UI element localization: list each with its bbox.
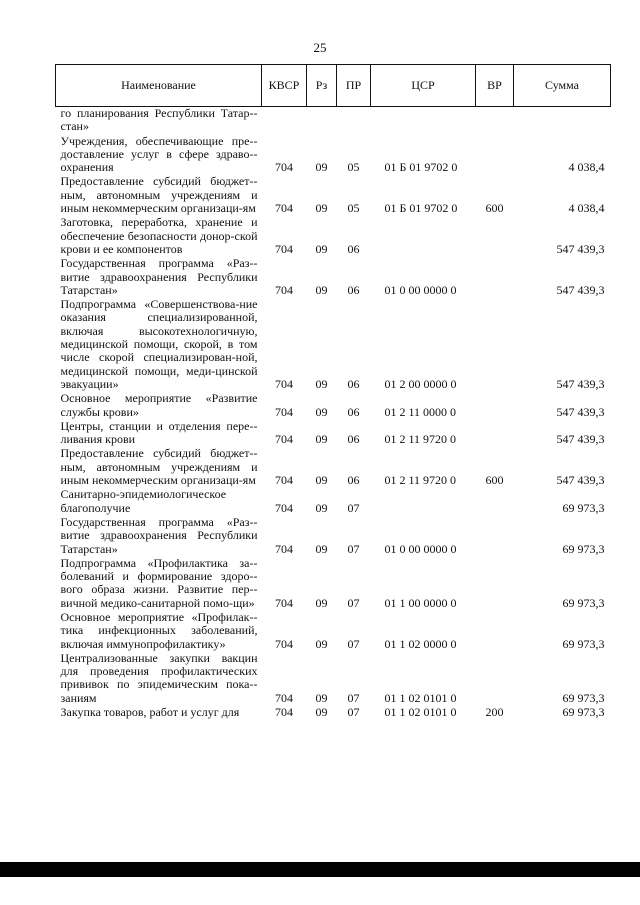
table-row xyxy=(56,257,611,298)
cell-name: Учреждения, обеспечивающие пре-доставление услуг в сфере здраво-охранения xyxy=(60,133,258,175)
cell-kvsr: 704 xyxy=(275,282,293,297)
table-row xyxy=(56,135,611,176)
cell-name: Закупка товаров, работ и услуг для xyxy=(60,705,240,720)
cell-kvsr: 704 xyxy=(275,241,293,256)
cell-kvsr: 704 xyxy=(275,595,293,610)
header-csr: ЦСР xyxy=(371,65,476,107)
cell-csr: 01 2 11 9720 0 xyxy=(384,432,457,447)
cell-vr xyxy=(476,420,514,448)
cell-pr: 06 xyxy=(347,241,360,256)
cell-sum: 69 973,3 xyxy=(562,690,605,705)
cell-pr: 06 xyxy=(347,432,360,447)
table-row xyxy=(56,420,611,448)
cell-pr: 06 xyxy=(347,376,360,391)
table-row xyxy=(56,652,611,706)
cell-kvsr: 704 xyxy=(275,636,293,651)
header-vr: ВР xyxy=(476,65,514,107)
header-rz: Рз xyxy=(307,65,337,107)
table-row xyxy=(56,516,611,557)
cell-kvsr: 704 xyxy=(275,541,293,556)
cell-sum: 4 038,4 xyxy=(568,201,605,216)
cell-name: Санитарно-эпидемиологическое благополучие xyxy=(60,487,227,515)
cell-kvsr: 704 xyxy=(275,160,293,175)
cell-csr: 01 Б 01 9702 0 xyxy=(384,201,458,216)
cell-kvsr: 704 xyxy=(275,376,293,391)
cell-vr: 600 xyxy=(485,201,504,216)
cell-rz: 09 xyxy=(315,690,328,705)
cell-rz: 09 xyxy=(315,282,328,297)
table-row xyxy=(56,488,611,516)
cell-pr: 07 xyxy=(347,636,360,651)
cell-sum: 547 439,3 xyxy=(556,432,605,447)
table-body xyxy=(56,107,611,721)
cell-rz: 09 xyxy=(315,473,328,488)
cell-csr: 01 2 11 9720 0 xyxy=(384,473,457,488)
cell-csr: 01 2 00 0000 0 xyxy=(384,376,457,391)
cell-kvsr: 704 xyxy=(275,690,293,705)
cell-kvsr: 704 xyxy=(275,473,293,488)
cell-rz: 09 xyxy=(315,500,328,515)
cell-sum: 547 439,3 xyxy=(556,282,605,297)
cell-sum: 547 439,3 xyxy=(556,473,605,488)
cell-sum: 69 973,3 xyxy=(562,705,605,720)
cell-rz xyxy=(307,107,337,135)
cell-sum: 547 439,3 xyxy=(556,404,605,419)
cell-csr: 01 2 11 0000 0 xyxy=(384,404,457,419)
cell-csr xyxy=(371,107,476,135)
cell-csr: 01 1 02 0101 0 xyxy=(384,705,457,720)
cell-kvsr: 704 xyxy=(275,500,293,515)
cell-vr xyxy=(476,216,514,257)
cell-name: Централизованные закупки вакцин для проведения профилактических прививок по эпидемическим пока-заниям xyxy=(60,650,258,705)
header-pr: ПР xyxy=(337,65,371,107)
cell-sum: 69 973,3 xyxy=(562,541,605,556)
cell-pr: 06 xyxy=(347,404,360,419)
cell-name: Основное мероприятие «Профилак-тика инфекционных заболеваний, включая иммунопрофилактику» xyxy=(60,609,258,651)
cell-sum: 547 439,3 xyxy=(556,241,605,256)
scan-border-bar xyxy=(0,862,640,877)
cell-vr xyxy=(476,135,514,176)
cell-rz: 09 xyxy=(315,241,328,256)
table-row xyxy=(56,107,611,135)
cell-csr: 01 1 00 0000 0 xyxy=(384,595,457,610)
table-row xyxy=(56,447,611,488)
cell-sum: 69 973,3 xyxy=(562,595,605,610)
cell-pr: 05 xyxy=(347,160,360,175)
header-sum: Сумма xyxy=(514,65,611,107)
cell-pr: 07 xyxy=(347,541,360,556)
cell-vr xyxy=(476,488,514,516)
cell-sum: 69 973,3 xyxy=(562,500,605,515)
cell-rz: 09 xyxy=(315,541,328,556)
header-name: Наименование xyxy=(56,65,262,107)
cell-name: Заготовка, переработка, хранение и обеспечение безопасности донор-ской крови и ее компонентов xyxy=(60,215,258,256)
cell-pr: 06 xyxy=(347,282,360,297)
cell-csr xyxy=(371,216,476,257)
cell-rz: 09 xyxy=(315,160,328,175)
table-row xyxy=(56,175,611,216)
cell-csr: 01 Б 01 9702 0 xyxy=(384,160,458,175)
cell-name: Подпрограмма «Совершенствова-ние оказания специализированной, включая высокотехнологичную, медицинской помощи, скорой, в том числе скорой специализирован-ной, медицинской помощи, меди-цинской эвакуации» xyxy=(60,297,258,391)
cell-name: Предоставление субсидий бюджет-ным, автономным учреждениям и иным некоммерческим организаци-ям xyxy=(60,174,258,216)
cell-rz: 09 xyxy=(315,376,328,391)
cell-rz: 09 xyxy=(315,705,328,720)
cell-name: Основное мероприятие «Развитие службы крови» xyxy=(60,391,258,419)
cell-vr xyxy=(476,611,514,652)
cell-pr: 05 xyxy=(347,201,360,216)
cell-sum: 69 973,3 xyxy=(562,636,605,651)
cell-vr: 200 xyxy=(485,705,504,720)
cell-pr: 06 xyxy=(347,473,360,488)
cell-rz: 09 xyxy=(315,595,328,610)
cell-kvsr: 704 xyxy=(275,404,293,419)
cell-pr: 07 xyxy=(347,595,360,610)
cell-vr xyxy=(476,298,514,392)
cell-csr: 01 0 00 0000 0 xyxy=(384,541,457,556)
header-kvsr: КВСР xyxy=(262,65,307,107)
cell-kvsr: 704 xyxy=(275,201,293,216)
cell-rz: 09 xyxy=(315,404,328,419)
cell-vr xyxy=(476,652,514,706)
cell-name: Государственная программа «Раз-витие здравоохранения Республики Татарстан» xyxy=(60,256,258,297)
cell-rz: 09 xyxy=(315,636,328,651)
cell-csr xyxy=(371,488,476,516)
cell-vr xyxy=(476,107,514,135)
budget-table xyxy=(55,64,611,720)
table-row xyxy=(56,706,611,720)
table-row xyxy=(56,392,611,420)
table-row xyxy=(56,557,611,611)
cell-pr: 07 xyxy=(347,705,360,720)
cell-sum: 547 439,3 xyxy=(556,376,605,391)
cell-vr xyxy=(476,557,514,611)
cell-pr: 07 xyxy=(347,500,360,515)
cell-pr: 07 xyxy=(347,690,360,705)
cell-name: Подпрограмма «Профилактика за-болеваний и формирование здоро-вого образа жизни. Развитие пер-вичной медико-санитарной помо-щи» xyxy=(60,555,258,610)
page-number: 25 xyxy=(313,40,327,55)
cell-name: Предоставление субсидий бюджет-ным, автономным учреждениям и иным некоммерческим организаци-ям xyxy=(60,446,258,488)
cell-vr xyxy=(476,516,514,557)
table-header-row xyxy=(56,65,611,107)
cell-pr xyxy=(337,107,371,135)
table-row xyxy=(56,611,611,652)
cell-vr xyxy=(476,257,514,298)
table-row xyxy=(56,216,611,257)
table-row xyxy=(56,298,611,392)
cell-vr: 600 xyxy=(485,473,504,488)
cell-kvsr xyxy=(262,107,307,135)
cell-sum: 4 038,4 xyxy=(568,160,605,175)
cell-name: го планирования Республики Татар-стан» xyxy=(60,106,258,134)
cell-sum xyxy=(514,107,611,135)
cell-name: Государственная программа «Раз-витие здравоохранения Республики Татарстан» xyxy=(60,514,258,556)
cell-name: Центры, станции и отделения пере-ливания крови xyxy=(60,418,258,447)
cell-kvsr: 704 xyxy=(275,705,293,720)
cell-rz: 09 xyxy=(315,432,328,447)
cell-csr: 01 0 00 0000 0 xyxy=(384,282,457,297)
cell-kvsr: 704 xyxy=(275,432,293,447)
cell-csr: 01 1 02 0000 0 xyxy=(384,636,457,651)
cell-vr xyxy=(476,392,514,420)
cell-rz: 09 xyxy=(315,201,328,216)
cell-csr: 01 1 02 0101 0 xyxy=(384,690,457,705)
